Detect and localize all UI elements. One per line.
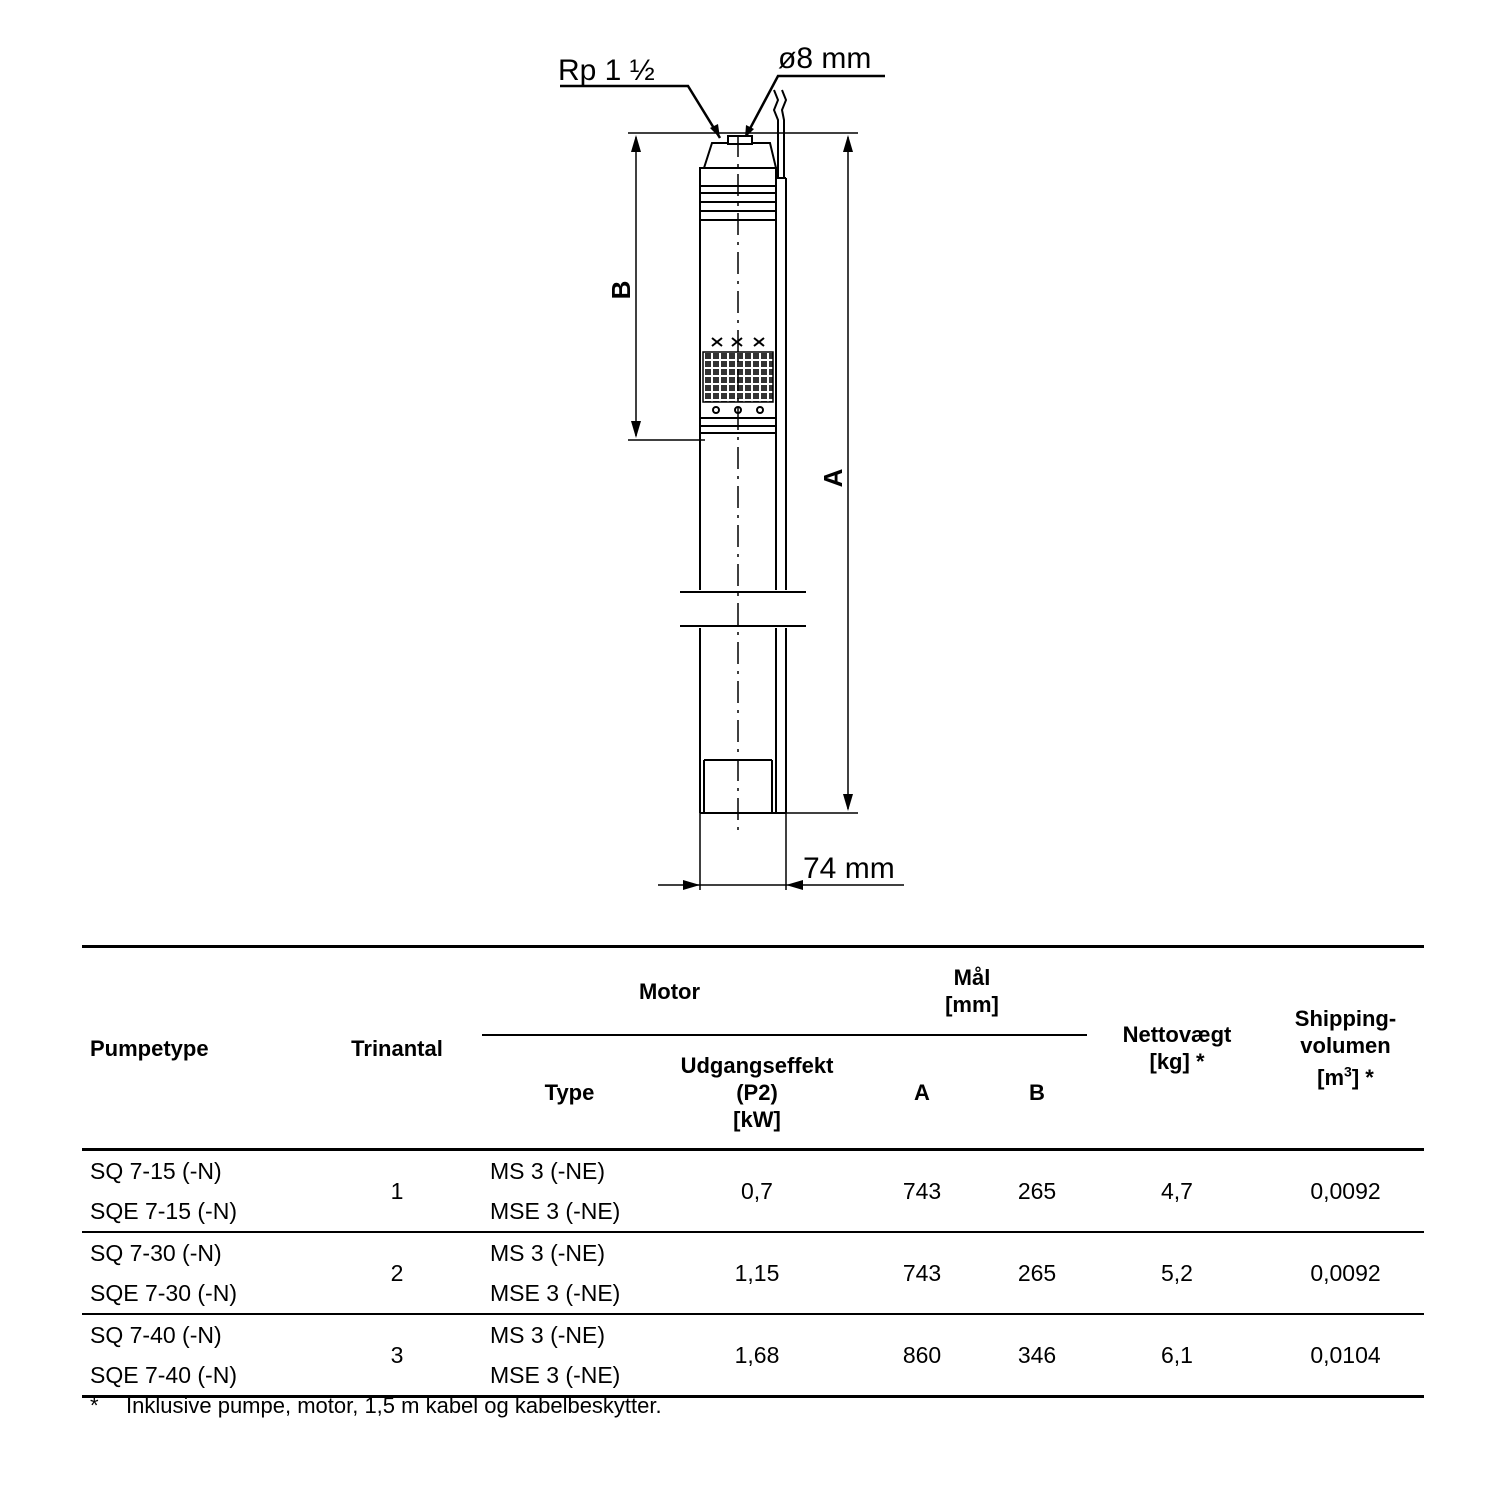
header-dim-a: A [914,1079,930,1105]
cell-udgangseffekt: 0,7 [657,1150,857,1233]
header-shipping-line1: Shipping- [1294,1005,1397,1031]
header-nettovaegt-line1: Nettovægt [1122,1022,1232,1047]
header-motor: Motor [482,947,857,1036]
table-row [82,1232,1424,1273]
header-pumpetype: Pumpetype [90,1035,209,1061]
cell-motor-type: MSE 3 (-NE) [482,1273,657,1314]
cell-udgangseffekt: 1,68 [657,1314,857,1397]
header-udgangseffekt [657,1035,857,1150]
cell-pumpetype: SQE 7-40 (-N) [82,1355,312,1397]
cable-leader [745,76,885,138]
header-maal-line2: [mm] [945,992,999,1017]
header-dim-b: B [1029,1079,1045,1105]
header-udgang-line2: (P2) [736,1079,778,1105]
dim-b-arrow-top [631,135,641,152]
footnote-text: Inklusive pumpe, motor, 1,5 m kabel og kabelbeskytter. [126,1393,662,1418]
table-row [82,1314,1424,1355]
header-nettovaegt [1087,947,1267,1150]
dim-a-arrow-bottom [843,794,853,811]
dim-diameter-arrow-right [786,880,803,890]
cell-pumpetype: SQ 7-30 (-N) [90,1240,222,1266]
cell-nettovaegt: 6,1 [1087,1314,1267,1397]
cell-shipping-volumen: 0,0104 [1267,1314,1424,1397]
header-nettovaegt-line2: [kg] * [1149,1049,1205,1074]
cell-nettovaegt: 5,2 [1087,1232,1267,1314]
header-udgang-line3: [kW] [733,1106,781,1132]
cell-dim-a: 743 [857,1232,987,1314]
footnote-marker: * [90,1393,99,1418]
header-maal [857,947,1087,1036]
header-udgang-line1: Udgangseffekt [680,1052,834,1078]
cell-trinantal: 2 [312,1232,482,1314]
cell-motor-type: MS 3 (-NE) [490,1158,605,1184]
cell-motor-type: MS 3 (-NE) [490,1240,605,1266]
dim-a-arrow-top [843,135,853,152]
diameter-label: 74 mm [803,852,895,885]
cell-dim-b: 265 [987,1232,1087,1314]
header-shipping-line3: $[m^3]$ * [1317,1063,1374,1091]
header-motor-type: Type [544,1079,595,1105]
cell-shipping-volumen: 0,0092 [1267,1150,1424,1233]
table-row [82,1150,1424,1192]
cell-pumpetype: SQ 7-15 (-N) [90,1158,222,1184]
header-trinantal: Trinantal [351,1035,443,1061]
outlet-leader [560,86,720,138]
cell-motor-type: MSE 3 (-NE) [482,1191,657,1232]
cell-dim-b: 346 [987,1314,1087,1397]
pump-body [700,136,786,813]
cell-dim-a: 743 [857,1150,987,1233]
cell-dim-a: 860 [857,1314,987,1397]
dim-b-letter: B [606,280,636,300]
cell-shipping-volumen: 0,0092 [1267,1232,1424,1314]
header-shipping-line2: volumen [1300,1032,1391,1058]
cell-trinantal: 1 [312,1150,482,1233]
outlet-label: Rp 1 ½ [558,54,655,87]
break-lines [680,592,806,626]
dim-diameter-arrow-left [683,880,700,890]
header-shipping-volumen [1267,947,1424,1150]
dim-a-letter: A [818,468,848,488]
pump-spec-table [82,945,1424,1398]
dim-b-arrow-bottom [631,421,641,438]
cell-udgangseffekt: 1,15 [657,1232,857,1314]
cable-label: ø8 mm [778,42,872,75]
cell-pumpetype: SQ 7-40 (-N) [90,1322,222,1348]
cell-pumpetype: SQE 7-15 (-N) [82,1191,312,1232]
cell-motor-type: MS 3 (-NE) [490,1322,605,1348]
cell-pumpetype: SQE 7-30 (-N) [82,1273,312,1314]
footnote [90,1393,662,1419]
cell-nettovaegt: 4,7 [1087,1150,1267,1233]
cell-dim-b: 265 [987,1150,1087,1233]
header-maal-line1: Mål [953,965,991,990]
cell-motor-type: MSE 3 (-NE) [482,1355,657,1397]
cell-trinantal: 3 [312,1314,482,1397]
